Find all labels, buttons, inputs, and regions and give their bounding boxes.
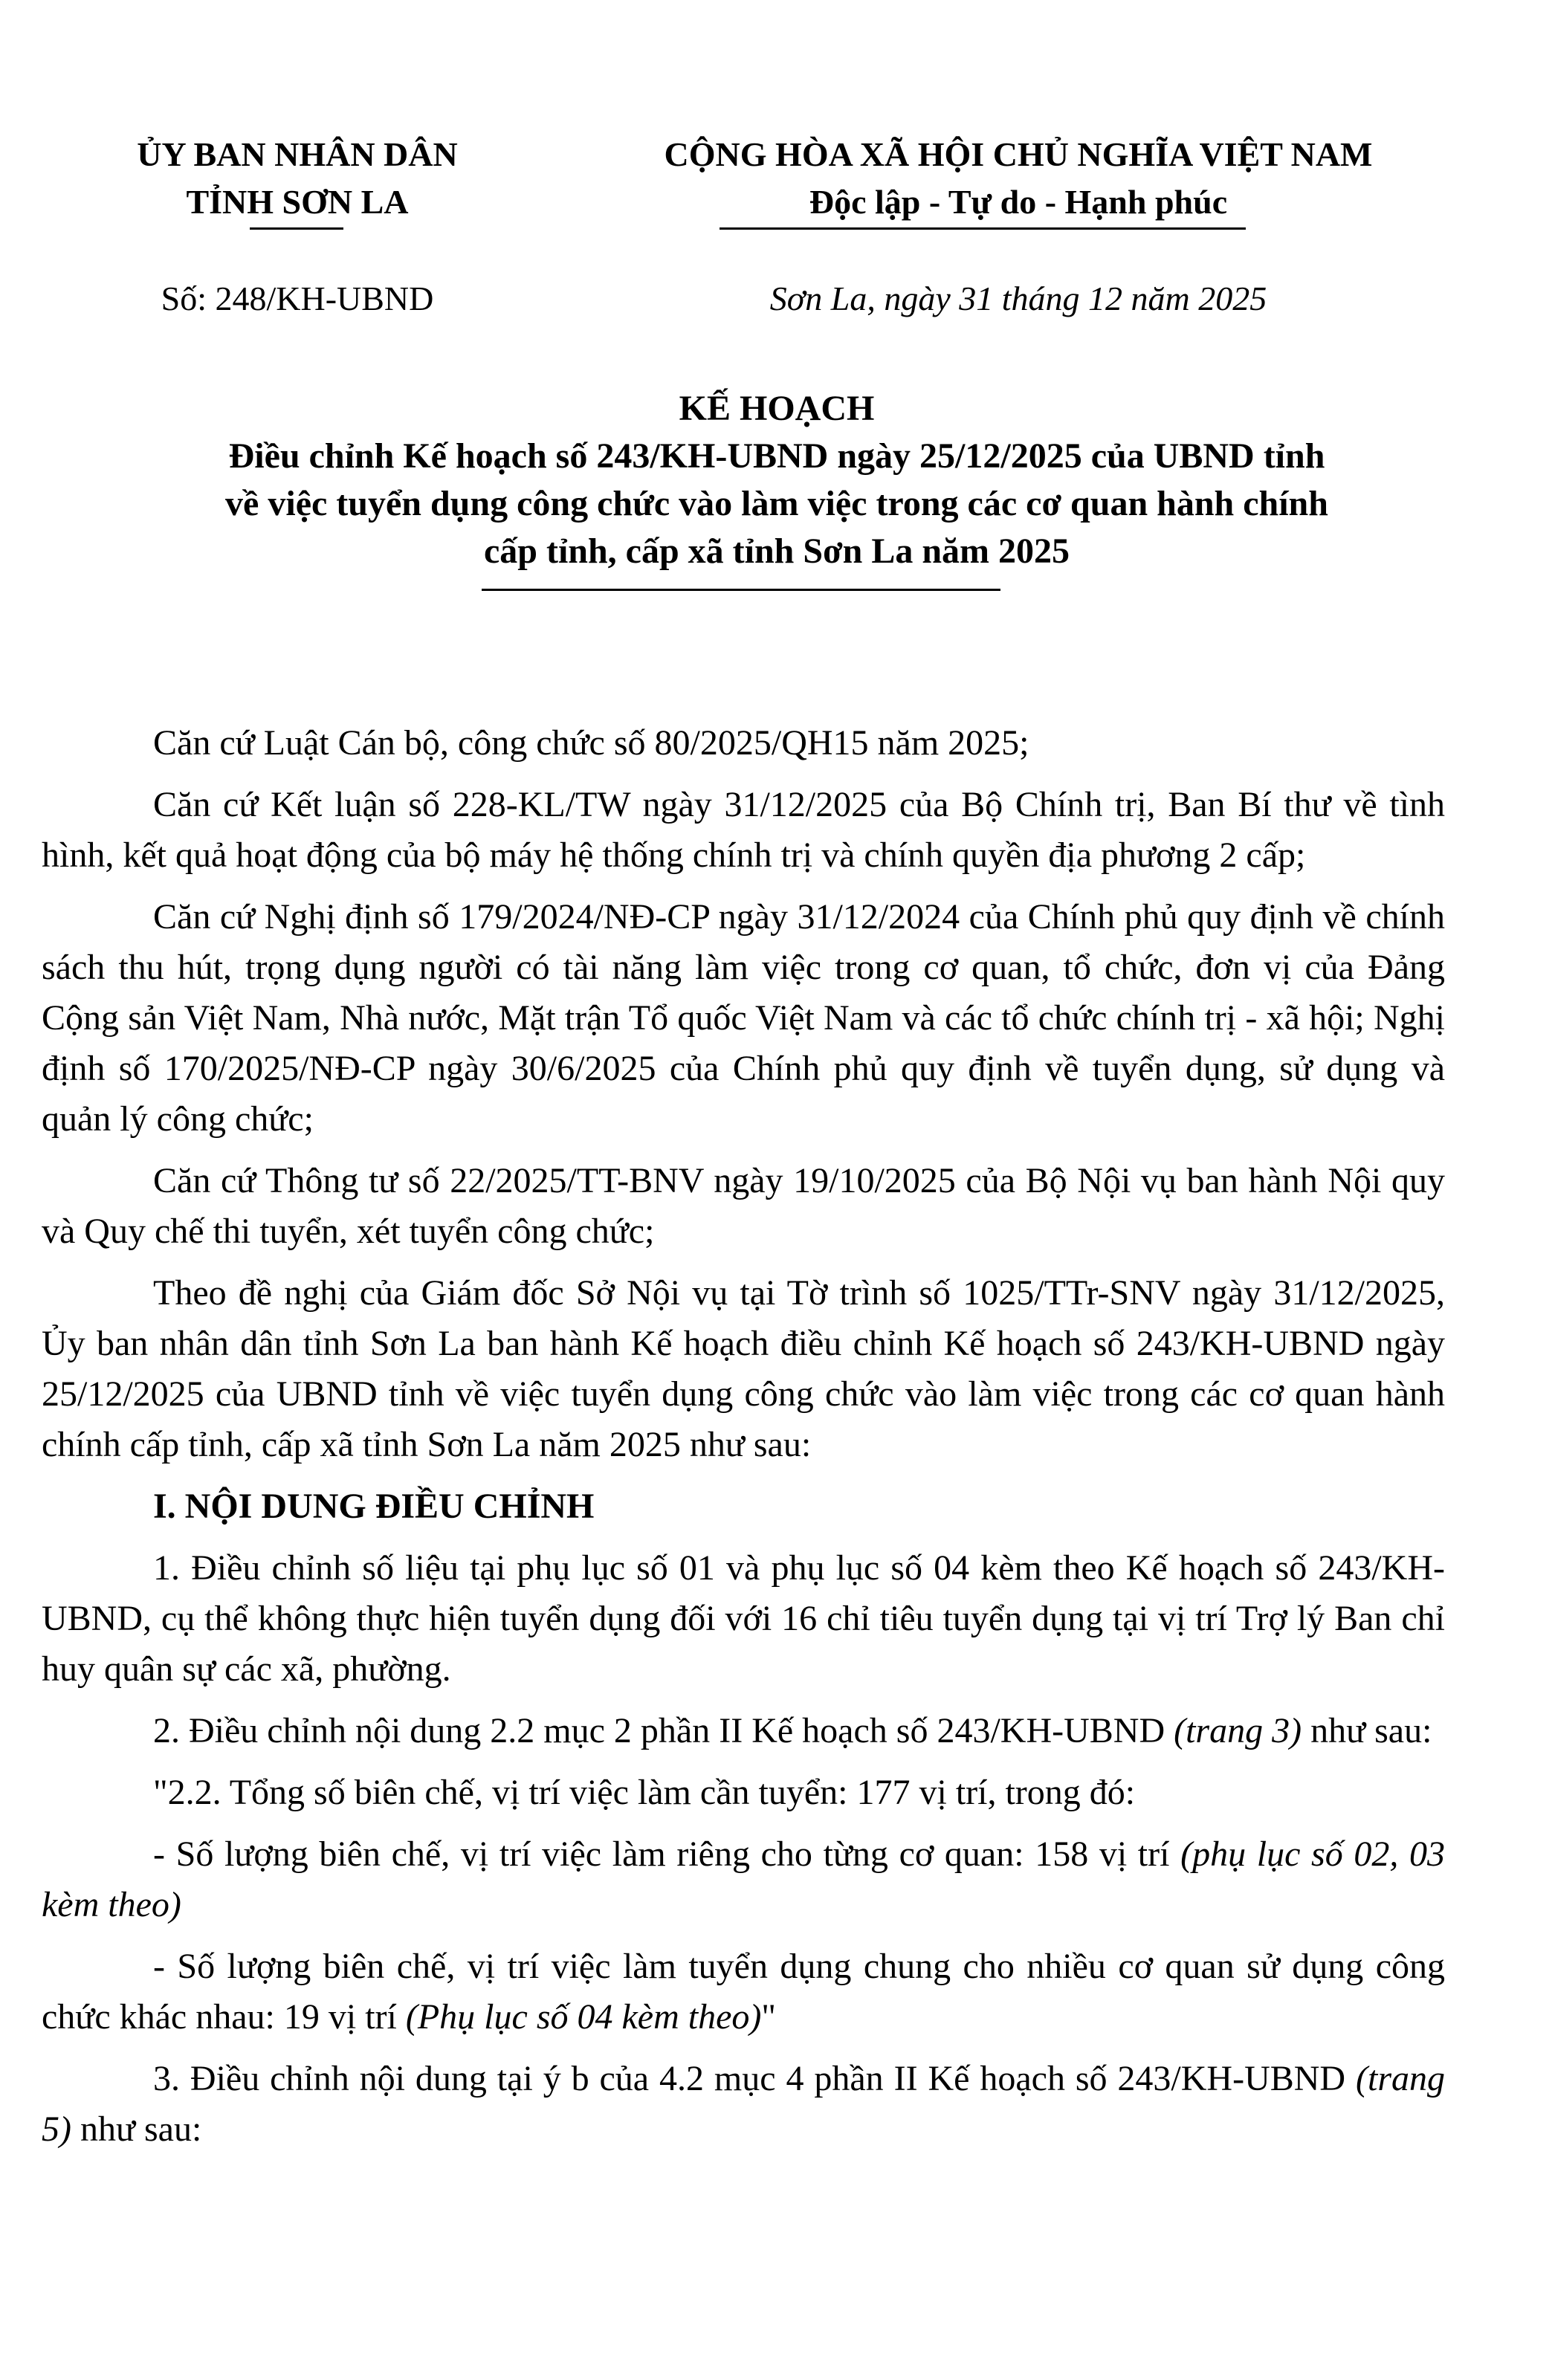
title-underline <box>482 589 1000 591</box>
document-title <box>59 385 1494 575</box>
text-run: - Số lượng biên chế, vị trí việc làm tuyển dụng chung cho nhiều cơ quan sử dụng công chức khác nhau: 19 vị trí <box>42 1947 1445 2037</box>
appendix-reference: (Phụ lục số 04 kèm theo) <box>405 1997 762 2037</box>
proposal-paragraph: Theo đề nghị của Giám đốc Sở Nội vụ tại Tờ trình số 1025/TTr-SNV ngày 31/12/2025, Ủy ban nhân dân tỉnh Sơn La ban hành Kế hoạch điều chỉnh Kế hoạch số 243/KH-UBND ngày 25/12/2025 của UBND tỉnh về việc tuyển dụng công chức vào làm việc trong các cơ quan hành chính cấp tỉnh, cấp xã tỉnh Sơn La năm 2025 như sau: <box>42 1273 1445 1464</box>
appendix-reference: (phụ lục số 02, 03 kèm theo) <box>42 1834 1445 1924</box>
document-body <box>42 718 1445 2166</box>
page-reference: (trang 5) <box>42 2059 1445 2149</box>
quoted-item-2-2: "2.2. Tổng số biên chế, vị trí việc làm cần tuyển: 177 vị trí, trong đó: <box>153 1773 1136 1812</box>
title-main: KẾ HOẠCH <box>679 389 875 428</box>
place-and-date: Sơn La, ngày 31 tháng 12 năm 2025 <box>769 279 1267 317</box>
legal-basis-2: Căn cứ Kết luận số 228-KL/TW ngày 31/12/2025 của Bộ Chính trị, Ban Bí thư về tình hình, kết quả hoạt động của bộ máy hệ thống chính trị và chính quyền địa phương 2 cấp; <box>42 785 1445 875</box>
issuing-agency <box>59 131 535 226</box>
agency-underline <box>250 227 343 230</box>
motto-underline <box>720 227 1246 230</box>
adjustment-item-1: 1. Điều chỉnh số liệu tại phụ lục số 01 và phụ lục số 04 kèm theo Kế hoạch số 243/KH-UBND, cụ thể không thực hiện tuyển dụng đối với 16 chỉ tiêu tuyển dụng tại vị trí Trợ lý Ban chỉ huy quân sự các xã, phường. <box>42 1548 1445 1689</box>
title-line-1: Điều chỉnh Kế hoạch số 243/KH-UBND ngày 25/12/2025 của UBND tỉnh <box>228 436 1325 476</box>
text-run: 2. Điều chỉnh nội dung 2.2 mục 2 phần II Kế hoạch số 243/KH-UBND <box>153 1711 1174 1750</box>
legal-basis-1: Căn cứ Luật Cán bộ, công chức số 80/2025/QH15 năm 2025; <box>153 723 1029 763</box>
agency-name: ỦY BAN NHÂN DÂN <box>137 135 458 173</box>
text-run: - Số lượng biên chế, vị trí việc làm riêng cho từng cơ quan: 158 vị trí <box>153 1834 1181 1874</box>
title-line-2: về việc tuyển dụng công chức vào làm việc trong các cơ quan hành chính <box>225 484 1328 523</box>
bullet-shared-positions <box>42 1941 1445 2043</box>
text-run: như sau: <box>1302 1711 1432 1750</box>
legal-basis-4: Căn cứ Thông tư số 22/2025/TT-BNV ngày 19/10/2025 của Bộ Nội vụ ban hành Nội quy và Quy chế thi tuyển, xét tuyển công chức; <box>42 1161 1445 1251</box>
adjustment-item-3 <box>42 2054 1445 2155</box>
national-motto <box>543 131 1494 226</box>
bullet-separate-positions <box>42 1829 1445 1930</box>
section-heading-1: I. NỘI DUNG ĐIỀU CHỈNH <box>153 1487 595 1526</box>
country-name: CỘNG HÒA XÃ HỘI CHỦ NGHĨA VIỆT NAM <box>664 135 1373 173</box>
text-run: 3. Điều chỉnh nội dung tại ý b của 4.2 mục 4 phần II Kế hoạch số 243/KH-UBND <box>153 2059 1356 2098</box>
text-run: " <box>761 1997 776 2037</box>
document-number: Số: 248/KH-UBND <box>161 279 434 317</box>
page-reference: (trang 3) <box>1174 1711 1302 1750</box>
agency-province: TỈNH SƠN LA <box>186 183 409 221</box>
adjustment-item-2 <box>42 1706 1445 1756</box>
text-run: như sau: <box>71 2109 202 2149</box>
legal-basis-3: Căn cứ Nghị định số 179/2024/NĐ-CP ngày 31/12/2024 của Chính phủ quy định về chính sách thu hút, trọng dụng người có tài năng làm việc trong cơ quan, tổ chức, đơn vị của Đảng Cộng sản Việt Nam, Nhà nước, Mặt trận Tổ quốc Việt Nam và các tổ chức chính trị - xã hội; Nghị định số 170/2025/NĐ-CP ngày 30/6/2025 của Chính phủ quy định về tuyển dụng, sử dụng và quản lý công chức; <box>42 897 1445 1139</box>
title-line-3: cấp tỉnh, cấp xã tỉnh Sơn La năm 2025 <box>483 531 1070 571</box>
motto: Độc lập - Tự do - Hạnh phúc <box>809 183 1228 221</box>
